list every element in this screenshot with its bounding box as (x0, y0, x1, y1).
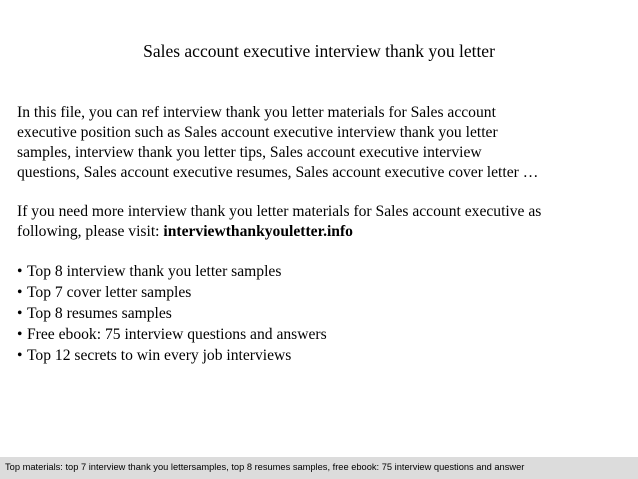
list-item-label: Free ebook: 75 interview questions and answers (27, 326, 327, 343)
list-item-label: Top 12 secrets to win every job interviews (27, 347, 292, 364)
bullet-icon: • (17, 326, 23, 343)
more-info-line: If you need more interview thank you letter materials for Sales account executive as (17, 203, 542, 220)
site-link[interactable]: interviewthankyouletter.info (163, 223, 353, 240)
page-title: Sales account executive interview thank you letter (143, 41, 495, 61)
bullet-icon: • (17, 284, 23, 301)
bullet-icon: • (17, 347, 23, 364)
footer-text: Top materials: top 7 interview thank you lettersamples, top 8 resumes samples, free ebook: 75 interview questions and answer (5, 462, 525, 472)
list-item-label: Top 7 cover letter samples (27, 284, 192, 301)
list-item (17, 345, 622, 366)
intro-line: In this file, you can ref interview thank you letter materials for Sales account (17, 104, 496, 121)
content-body (17, 103, 622, 366)
intro-line: questions, Sales account executive resumes, Sales account executive cover letter … (17, 164, 539, 181)
bullet-icon: • (17, 263, 23, 280)
bullet-icon: • (17, 305, 23, 322)
intro-paragraph (17, 103, 622, 183)
list-item (17, 303, 622, 324)
list-item-label: Top 8 interview thank you letter samples (27, 263, 282, 280)
materials-list (17, 261, 622, 366)
more-info-line-2 (17, 222, 622, 242)
footer-bar (0, 457, 638, 479)
more-info-prefix: following, please visit: (17, 223, 164, 240)
list-item-label: Top 8 resumes samples (27, 305, 172, 322)
more-info-paragraph (17, 202, 622, 242)
list-item (17, 261, 622, 282)
intro-line: executive position such as Sales account executive interview thank you letter (17, 124, 498, 141)
list-item (17, 324, 622, 345)
intro-line: samples, interview thank you letter tips, Sales account executive interview (17, 144, 482, 161)
list-item (17, 282, 622, 303)
